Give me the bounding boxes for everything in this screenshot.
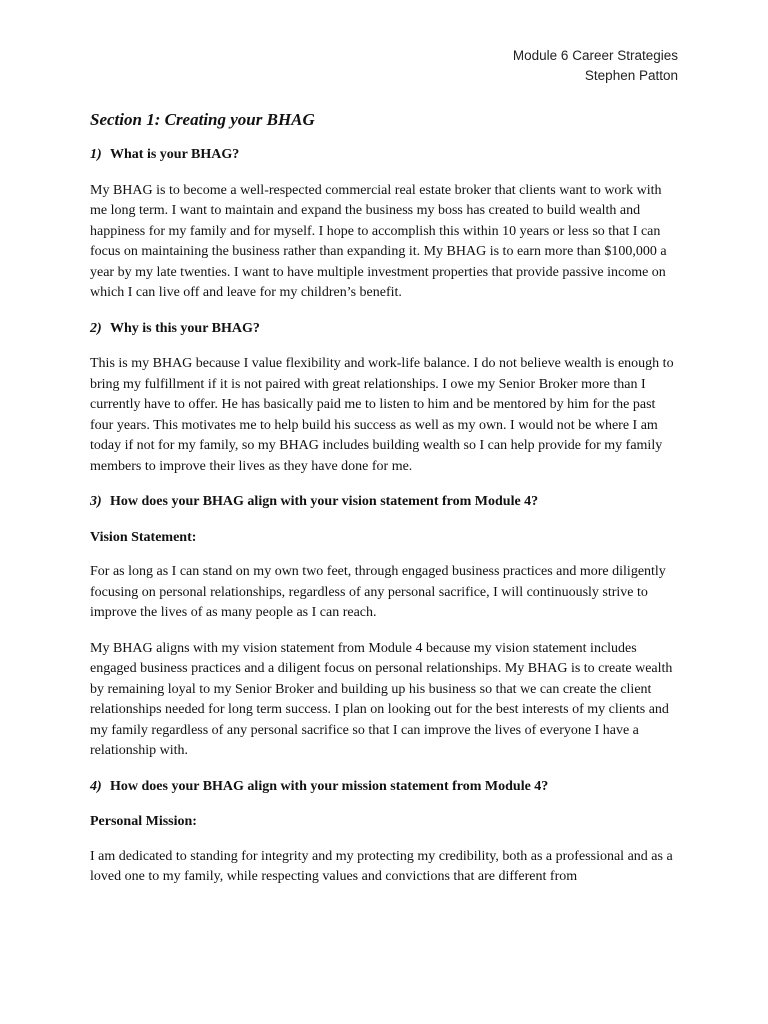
document-header bbox=[513, 46, 678, 86]
personal-mission-text: I am dedicated to standing for integrity and my protecting my credibility, both as a professional and as a loved one to my family, while respecting values and convictions that are different from bbox=[90, 848, 673, 884]
question-3-heading bbox=[90, 492, 680, 513]
question-2-number: 2) bbox=[90, 320, 102, 336]
question-2-heading bbox=[90, 319, 680, 340]
section-title: Section 1: Creating your BHAG bbox=[90, 110, 315, 129]
question-4-text: How does your BHAG align with your mission statement from Module 4? bbox=[110, 778, 549, 794]
question-3-answer: My BHAG aligns with my vision statement from Module 4 because my vision statement includes engaged business practices and a diligent focus on personal relationships. My BHAG is to create wealth by remaining loyal to my Senior Broker and building up his business so that we can create the client relationships needed for long term success. I plan on looking out for the best interests of my clients and my family regardless of any personal sacrifice so that I can improve the lives of everyone I have a relationship with. bbox=[90, 640, 673, 758]
personal-mission-heading: Personal Mission: bbox=[90, 814, 197, 829]
document-body bbox=[90, 108, 680, 903]
question-4-heading bbox=[90, 777, 680, 798]
question-1-text: What is your BHAG? bbox=[110, 147, 240, 162]
question-1-number: 1) bbox=[90, 147, 102, 162]
vision-statement-text: For as long as I can stand on my own two feet, through engaged business practices and more diligently focusing on personal relationships, regardless of any personal sacrifice, I will continuously strive to improve the lives of as many people as I can reach. bbox=[90, 564, 666, 620]
question-1-heading bbox=[90, 145, 680, 166]
author-name: Stephen Patton bbox=[584, 68, 678, 83]
vision-statement-heading: Vision Statement: bbox=[90, 529, 197, 545]
course-title: Module 6 Career Strategies bbox=[512, 48, 678, 63]
question-4-number: 4) bbox=[90, 778, 102, 794]
question-2-text: Why is this your BHAG? bbox=[110, 320, 260, 336]
question-3-text: How does your BHAG align with your vision statement from Module 4? bbox=[110, 494, 539, 509]
question-2-answer: This is my BHAG because I value flexibility and work-life balance. I do not believe wealth is enough to bring my fulfillment if it is not paired with great relationships. I owe my Senior Broker more than I currently have to offer. He has basically paid me to listen to him and be mentored by him for the past four years. This motivates me to help build his success as well as my own. I would not be where I am today if not for my family, so my BHAG includes building wealth so I can help provide for my family members to improve their lives as they have done for me. bbox=[90, 356, 674, 474]
question-3-number: 3) bbox=[90, 494, 102, 509]
question-1-answer: My BHAG is to become a well-respected commercial real estate broker that clients want to work with me long term. I want to maintain and expand the business my boss has created to build wealth and happiness for my family and for myself. I hope to accomplish this within 10 years or less so that I can focus on maintaining the business rather than expanding it. My BHAG is to earn more than $100,000 a year by my late twenties. I want to have multiple investment properties that provide passive income on which I can live off and leave for my children’s benefit. bbox=[90, 182, 667, 300]
